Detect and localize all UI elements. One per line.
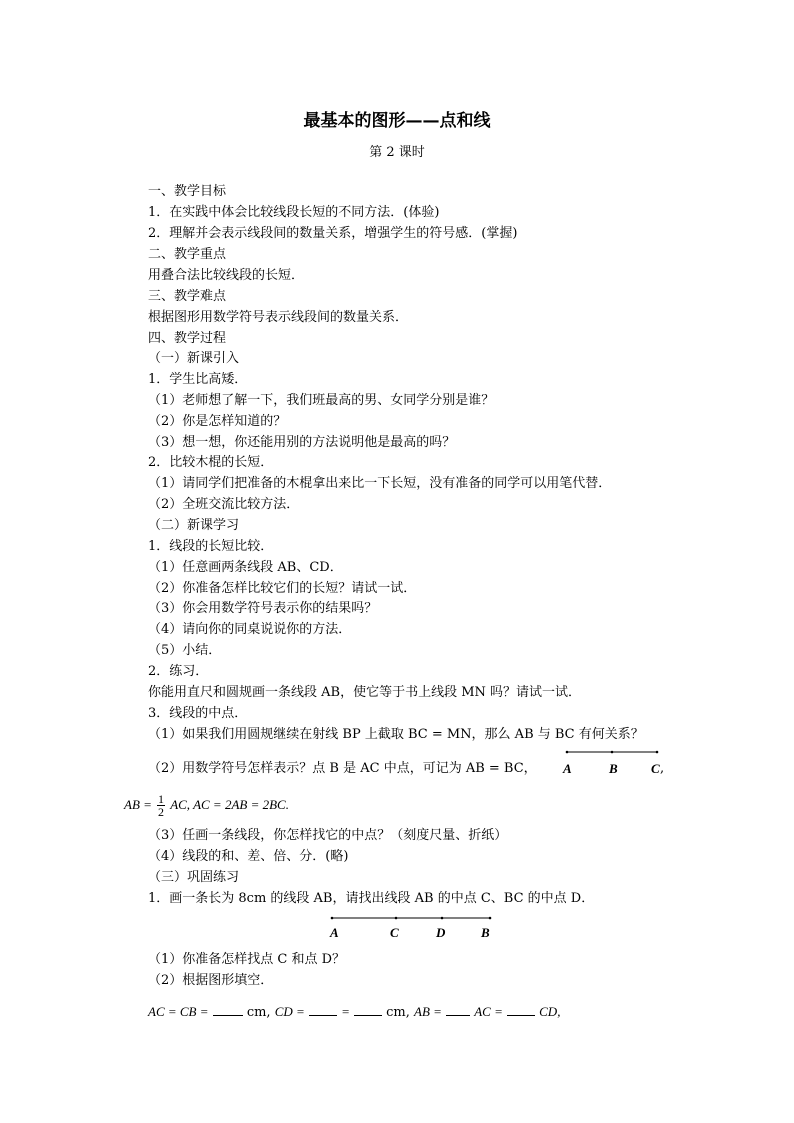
text-line: 1．学生比高矮． [148,372,248,387]
label-b: B [609,761,618,776]
fraction-half [157,793,165,818]
text-line: （三）巩固练习 [148,870,240,885]
formula-part: = [341,1004,350,1019]
answer-blank[interactable] [213,1003,243,1016]
point-b [489,917,492,920]
text-line: （5）小结． [148,643,222,658]
text-line: 根据图形用数学符号表示线段间的数量关系． [148,310,409,325]
text-line: 1．画一条长为 8cm 的线段 AB，请找出线段 AB 的中点 C、BC 的中点 D． [148,891,595,906]
text-line: 3．线段的中点． [148,706,248,721]
text-line: （1）老师想了解一下，我们班最高的男、女同学分别是谁？ [148,393,495,408]
text-line-with-figure [148,760,537,777]
answer-blank[interactable] [354,1003,382,1016]
text-line: （3）想一想，你还能用别的方法说明他是最高的吗？ [148,435,456,450]
text-line: 三、教学难点 [148,289,227,304]
text-line: （3）任画一条线段，你怎样找它的中点？（刻度尺量、折纸） [148,828,508,843]
label-c: C [651,761,660,776]
text-line: 用叠合法比较线段的长短． [148,268,305,283]
text-line: （2）用数学符号怎样表示？点 B 是 AC 中点，可记为 AB = BC， [148,761,537,776]
text-line: （二）新课学习 [148,518,240,533]
text-line: （4）线段的和、差、倍、分．(略) [148,849,349,864]
formula-part: AC = [474,1004,503,1019]
text-line: 2．比较木棍的长短． [148,455,274,470]
text-line: （2）你是怎样知道的？ [148,414,287,429]
point-a [566,751,569,754]
formula-part: CD = [274,1004,305,1019]
label-d: D [436,925,446,940]
fill-in-formula [148,1003,560,1021]
answer-blank[interactable] [446,1003,470,1016]
text-line: （1）请同学们把准备的木棍拿出来比一下长短，没有准备的同学可以用笔代替． [148,476,612,491]
formula-unit: cm, [246,1005,271,1020]
trailing-comma: , [660,761,665,776]
text-line: 2．理解并会表示线段间的数量关系，增强学生的符号感．(掌握) [148,226,518,241]
label-a: A [330,925,339,940]
point-d [441,917,444,920]
text-line: （一）新课引入 [148,351,240,366]
point-a [331,917,334,920]
text-line: 二、教学重点 [148,247,227,262]
formula-part: AB = [414,1004,442,1019]
text-line: （2）根据图形填空． [148,973,274,988]
label-b: B [481,925,490,940]
text-line: （1）你准备怎样找点 C 和点 D？ [148,952,346,967]
text-line: （4）请向你的同桌说说你的方法． [148,622,352,637]
formula-part: AC = CB = [148,1004,209,1019]
text-line: 2．练习． [148,664,209,679]
answer-blank[interactable] [309,1003,337,1016]
text-line: 你能用直尺和圆规画一条线段 AB，使它等于书上线段 MN 吗？请试一试． [148,685,582,700]
fraction-denominator: 2 [158,805,165,819]
text-line: （2）你准备怎样比较它们的长短？请试一试． [148,581,417,596]
lesson-subtitle: 第 2 课时 [369,145,425,160]
text-line: （2）全班交流比较方法． [148,497,300,512]
text-line: 四、教学过程 [148,331,227,346]
point-c [395,917,398,920]
formula-unit: cm, [386,1005,410,1020]
answer-blank[interactable] [507,1003,535,1016]
text-line: （1）如果我们用圆规继续在射线 BP 上截取 BC = MN，那么 AB 与 BC 有何关系？ [148,727,644,742]
fraction-numerator: 1 [158,792,165,806]
page-title: 最基本的图形——点和线 [303,111,491,131]
text-line: （1）任意画两条线段 AB、CD． [148,560,343,575]
segment-figure-acdb [326,912,501,942]
label-a: A [563,761,572,776]
segment-figure-abc [562,748,672,778]
formula-lhs: AB = [124,797,152,812]
label-c: C [390,925,399,940]
text-line: （3）你会用数学符号表示你的结果吗？ [148,601,378,616]
formula-rest: AC, AC = 2AB = 2BC. [170,797,289,812]
formula-midpoint [124,793,289,818]
point-b [611,751,614,754]
text-line: 1．线段的长短比较． [148,539,274,554]
text-line: 一、教学目标 [148,184,227,199]
point-c [656,751,659,754]
formula-part: CD, [539,1004,561,1019]
text-line: 1．在实践中体会比较线段长短的不同方法．(体验) [148,205,440,220]
